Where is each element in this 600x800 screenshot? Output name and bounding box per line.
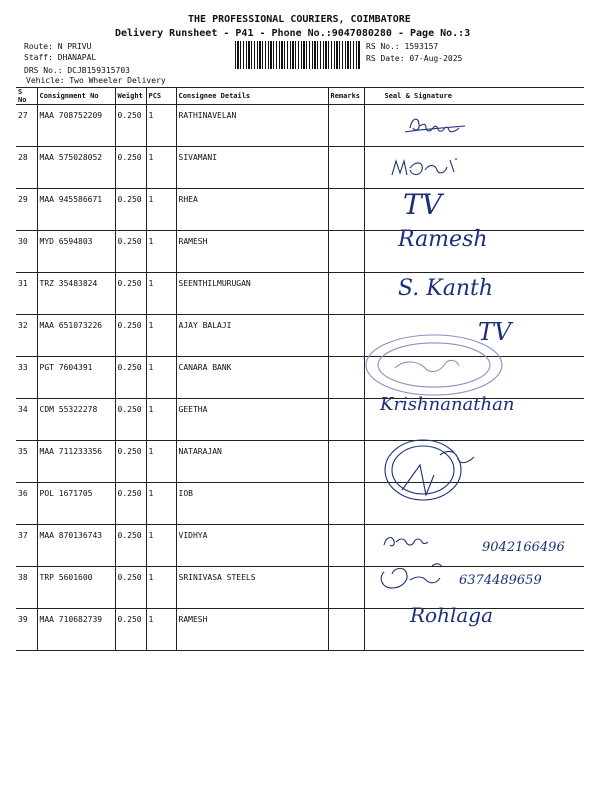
cell-sno: 27 (16, 105, 37, 147)
vehicle-label: Vehicle: Two Wheeler Delivery (26, 76, 166, 85)
cell-consignee: IOB (176, 483, 328, 525)
cell-signature (364, 273, 584, 315)
cell-pcs: 1 (146, 231, 176, 273)
table-row (16, 441, 584, 483)
cell-pcs: 1 (146, 189, 176, 231)
signature-31: S. Kanth (398, 276, 494, 301)
cell-weight: 0.250 (115, 147, 146, 189)
table-row (16, 231, 584, 273)
cell-consignment: MAA 945586671 (37, 189, 115, 231)
cell-consignment: MAA 651073226 (37, 315, 115, 357)
cell-signature (364, 357, 584, 399)
cell-consignee: RHEA (176, 189, 328, 231)
cell-consignee: GEETHA (176, 399, 328, 441)
table-row (16, 525, 584, 567)
cell-weight: 0.250 (115, 231, 146, 273)
staff-label: Staff: DHANAPAL (24, 53, 97, 62)
col-signature: Seal & Signature (364, 88, 584, 105)
cell-consignee: RAMESH (176, 231, 328, 273)
cell-remarks (328, 609, 364, 651)
cell-weight: 0.250 (115, 357, 146, 399)
table-row (16, 357, 584, 399)
cell-weight: 0.250 (115, 189, 146, 231)
rs-number: RS No.: 1593157 (366, 42, 439, 51)
cell-remarks (328, 357, 364, 399)
cell-remarks (328, 525, 364, 567)
runsheet-table (16, 87, 584, 651)
cell-pcs: 1 (146, 441, 176, 483)
cell-sno: 30 (16, 231, 37, 273)
cell-weight: 0.250 (115, 609, 146, 651)
cell-remarks (328, 315, 364, 357)
cell-signature (364, 483, 584, 525)
cell-consignment: MYD 6594803 (37, 231, 115, 273)
cell-consignment: TRZ 35483824 (37, 273, 115, 315)
cell-consignment: MAA 711233356 (37, 441, 115, 483)
cell-consignee: CANARA BANK (176, 357, 328, 399)
cell-sno: 31 (16, 273, 37, 315)
cell-consignment: TRP 5601600 (37, 567, 115, 609)
cell-signature (364, 147, 584, 189)
cell-consignee: SIVAMANI (176, 147, 328, 189)
cell-sno: 28 (16, 147, 37, 189)
table-header-row (16, 88, 584, 105)
cell-consignment: MAA 708752209 (37, 105, 115, 147)
col-consignment: Consignment No (37, 88, 115, 105)
table-row (16, 315, 584, 357)
cell-consignment: CDM 55322278 (37, 399, 115, 441)
cell-pcs: 1 (146, 147, 176, 189)
cell-signature (364, 525, 584, 567)
cell-pcs: 1 (146, 105, 176, 147)
cell-consignee: AJAY BALAJI (176, 315, 328, 357)
company-title: THE PROFESSIONAL COURIERS, COIMBATORE (188, 14, 411, 25)
runsheet-subtitle: Delivery Runsheet - P41 - Phone No.:9047080280 - Page No.:3 (115, 28, 471, 39)
cell-remarks (328, 273, 364, 315)
table-row (16, 189, 584, 231)
cell-sno: 34 (16, 399, 37, 441)
cell-sno: 35 (16, 441, 37, 483)
cell-consignee: RATHINAVELAN (176, 105, 328, 147)
cell-signature (364, 105, 584, 147)
cell-pcs: 1 (146, 609, 176, 651)
phone-38: 6374489659 (459, 573, 542, 588)
table-row (16, 105, 584, 147)
cell-weight: 0.250 (115, 525, 146, 567)
cell-remarks (328, 147, 364, 189)
cell-pcs: 1 (146, 357, 176, 399)
cell-sno: 33 (16, 357, 37, 399)
cell-pcs: 1 (146, 525, 176, 567)
cell-remarks (328, 105, 364, 147)
cell-consignee: NATARAJAN (176, 441, 328, 483)
cell-signature (364, 231, 584, 273)
cell-pcs: 1 (146, 567, 176, 609)
cell-weight: 0.250 (115, 567, 146, 609)
cell-sno: 29 (16, 189, 37, 231)
cell-consignment: MAA 710682739 (37, 609, 115, 651)
cell-consignee: SEENTHILMURUGAN (176, 273, 328, 315)
cell-remarks (328, 567, 364, 609)
cell-signature (364, 609, 584, 651)
col-weight: Weight (115, 88, 146, 105)
cell-signature (364, 441, 584, 483)
cell-consignment: MAA 575028052 (37, 147, 115, 189)
signature-39: Rohlaga (410, 603, 494, 627)
cell-pcs: 1 (146, 483, 176, 525)
cell-remarks (328, 441, 364, 483)
table-row (16, 609, 584, 651)
cell-weight: 0.250 (115, 315, 146, 357)
cell-signature (364, 315, 584, 357)
cell-consignment: POL 1671705 (37, 483, 115, 525)
col-remarks: Remarks (328, 88, 364, 105)
cell-pcs: 1 (146, 399, 176, 441)
cell-sno: 32 (16, 315, 37, 357)
cell-consignee: VIDHYA (176, 525, 328, 567)
cell-pcs: 1 (146, 315, 176, 357)
table-row (16, 483, 584, 525)
cell-signature (364, 189, 584, 231)
cell-pcs: 1 (146, 273, 176, 315)
col-sno: S No (16, 88, 37, 105)
cell-consignee: RAMESH (176, 609, 328, 651)
cell-remarks (328, 189, 364, 231)
cell-weight: 0.250 (115, 273, 146, 315)
signature-29: TV (403, 188, 442, 221)
cell-weight: 0.250 (115, 441, 146, 483)
signature-32: TV (478, 318, 512, 346)
cell-signature (364, 399, 584, 441)
rs-date: RS Date: 07-Aug-2025 (366, 54, 463, 63)
table-row (16, 567, 584, 609)
cell-sno: 38 (16, 567, 37, 609)
table-row (16, 399, 584, 441)
cell-sno: 39 (16, 609, 37, 651)
cell-weight: 0.250 (115, 399, 146, 441)
cell-remarks (328, 483, 364, 525)
signature-30: Ramesh (398, 227, 488, 252)
cell-remarks (328, 231, 364, 273)
cell-consignee: SRINIVASA STEELS (176, 567, 328, 609)
cell-consignment: MAA 870136743 (37, 525, 115, 567)
barcode (235, 41, 360, 69)
cell-remarks (328, 399, 364, 441)
col-consignee: Consignee Details (176, 88, 328, 105)
col-pcs: PCS (146, 88, 176, 105)
cell-consignment: PGT 7604391 (37, 357, 115, 399)
route-label: Route: N PRIVU (24, 42, 92, 51)
signature-34: Krishnanathan (380, 394, 515, 415)
cell-signature (364, 567, 584, 609)
cell-sno: 36 (16, 483, 37, 525)
cell-weight: 0.250 (115, 483, 146, 525)
table-row (16, 147, 584, 189)
phone-37: 9042166496 (482, 540, 565, 555)
drs-number: DRS No.: DCJB159315703 (24, 66, 130, 75)
cell-weight: 0.250 (115, 105, 146, 147)
cell-sno: 37 (16, 525, 37, 567)
table-row (16, 273, 584, 315)
